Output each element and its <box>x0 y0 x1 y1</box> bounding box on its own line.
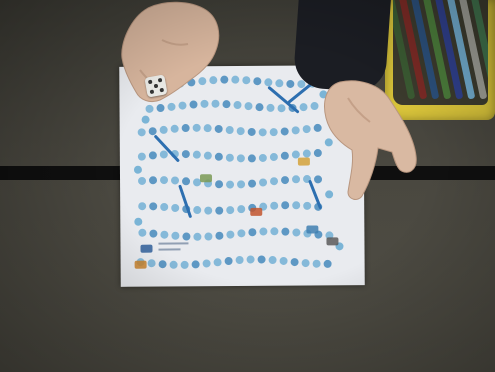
board-space <box>193 151 201 159</box>
board-space <box>299 103 307 111</box>
board-space <box>237 127 245 135</box>
board-space <box>192 260 200 268</box>
board-space <box>231 76 239 84</box>
board-space <box>182 150 190 158</box>
board-space <box>270 128 278 136</box>
board-scribble <box>158 242 188 244</box>
board-space <box>270 227 278 235</box>
board-space <box>237 229 245 237</box>
board-space <box>226 154 234 162</box>
board-space <box>237 154 245 162</box>
board-space <box>171 204 179 212</box>
board-space <box>292 126 300 134</box>
board-space <box>160 203 168 211</box>
board-space <box>281 127 289 135</box>
board-space <box>171 232 179 240</box>
board-space <box>292 201 300 209</box>
board-space <box>313 260 321 268</box>
die-pip <box>158 78 163 83</box>
board-space <box>142 116 150 124</box>
board-space <box>281 176 289 184</box>
board-space <box>277 104 285 112</box>
board-illustration <box>200 174 212 182</box>
board-space <box>215 207 223 215</box>
board-space <box>193 178 201 186</box>
board-space <box>259 154 267 162</box>
board-space <box>259 227 267 235</box>
board-space <box>303 202 311 210</box>
board-illustration <box>250 208 262 216</box>
board-space <box>222 100 230 108</box>
board-space <box>134 218 142 226</box>
board-space <box>214 258 222 266</box>
board-space <box>170 261 178 269</box>
board-space <box>160 126 168 134</box>
board-space <box>248 180 256 188</box>
board-space <box>248 128 256 136</box>
board-space <box>291 258 299 266</box>
board-space <box>225 257 233 265</box>
board-space <box>255 103 263 111</box>
board-space <box>303 150 311 158</box>
board-space <box>248 228 256 236</box>
board-space <box>204 124 212 132</box>
board-space <box>270 177 278 185</box>
board-space <box>226 181 234 189</box>
board-space <box>160 231 168 239</box>
board-space <box>193 206 201 214</box>
board-space <box>270 202 278 210</box>
board-space <box>204 233 212 241</box>
board-space <box>226 126 234 134</box>
board-space <box>237 205 245 213</box>
board-space <box>302 259 310 267</box>
board-space <box>193 124 201 132</box>
board-illustration <box>306 225 318 233</box>
board-space <box>204 207 212 215</box>
board-space <box>215 153 223 161</box>
board-space <box>182 232 190 240</box>
board-ladder <box>289 86 309 102</box>
board-space <box>281 228 289 236</box>
board-space <box>138 128 146 136</box>
die <box>144 74 167 97</box>
board-space <box>303 125 311 133</box>
board-space <box>270 153 278 161</box>
board-space <box>244 102 252 110</box>
board-space <box>182 177 190 185</box>
board-scribble <box>159 248 181 250</box>
board-space <box>275 79 283 87</box>
board-space <box>292 151 300 159</box>
board-space <box>149 127 157 135</box>
board-illustration <box>140 245 152 253</box>
board-space <box>149 176 157 184</box>
die-pip <box>154 84 159 89</box>
board-space <box>182 124 190 132</box>
die-pip <box>148 80 153 85</box>
board-space <box>248 154 256 162</box>
board-space <box>138 229 146 237</box>
board-illustration <box>298 158 310 166</box>
board-space <box>292 175 300 183</box>
board-space <box>193 233 201 241</box>
board-space <box>171 176 179 184</box>
board-space <box>266 104 274 112</box>
board-space <box>160 150 168 158</box>
board-space <box>281 152 289 160</box>
board-space <box>258 255 266 263</box>
board-space <box>138 153 146 161</box>
board-space <box>149 202 157 210</box>
board-illustration <box>135 261 147 269</box>
board-space <box>148 259 156 267</box>
board-space <box>233 101 241 109</box>
board-space <box>215 232 223 240</box>
board-space <box>247 255 255 263</box>
board-space <box>324 260 332 268</box>
board-space <box>253 77 261 85</box>
board-space <box>160 176 168 184</box>
die-pip <box>159 88 164 93</box>
board-space <box>226 206 234 214</box>
board-space <box>138 177 146 185</box>
board-illustration <box>326 237 338 245</box>
board-space <box>281 201 289 209</box>
board-space <box>292 228 300 236</box>
board-space <box>181 261 189 269</box>
board-space <box>236 256 244 264</box>
board-space <box>259 128 267 136</box>
board-space <box>134 166 142 174</box>
board-space <box>226 231 234 239</box>
board-space <box>204 152 212 160</box>
board-space <box>259 178 267 186</box>
board-space <box>242 76 250 84</box>
board-space <box>237 180 245 188</box>
board-space <box>286 80 294 88</box>
board-space <box>215 125 223 133</box>
left-hand <box>118 0 223 108</box>
board-space <box>269 256 277 264</box>
board-space <box>171 125 179 133</box>
board-space <box>149 151 157 159</box>
board-space <box>215 180 223 188</box>
board-space <box>159 260 167 268</box>
board-space <box>203 259 211 267</box>
board-space <box>138 202 146 210</box>
board-space <box>280 257 288 265</box>
board-space <box>264 78 272 86</box>
right-hand <box>318 78 418 203</box>
board-space <box>149 230 157 238</box>
die-pip <box>150 89 155 94</box>
